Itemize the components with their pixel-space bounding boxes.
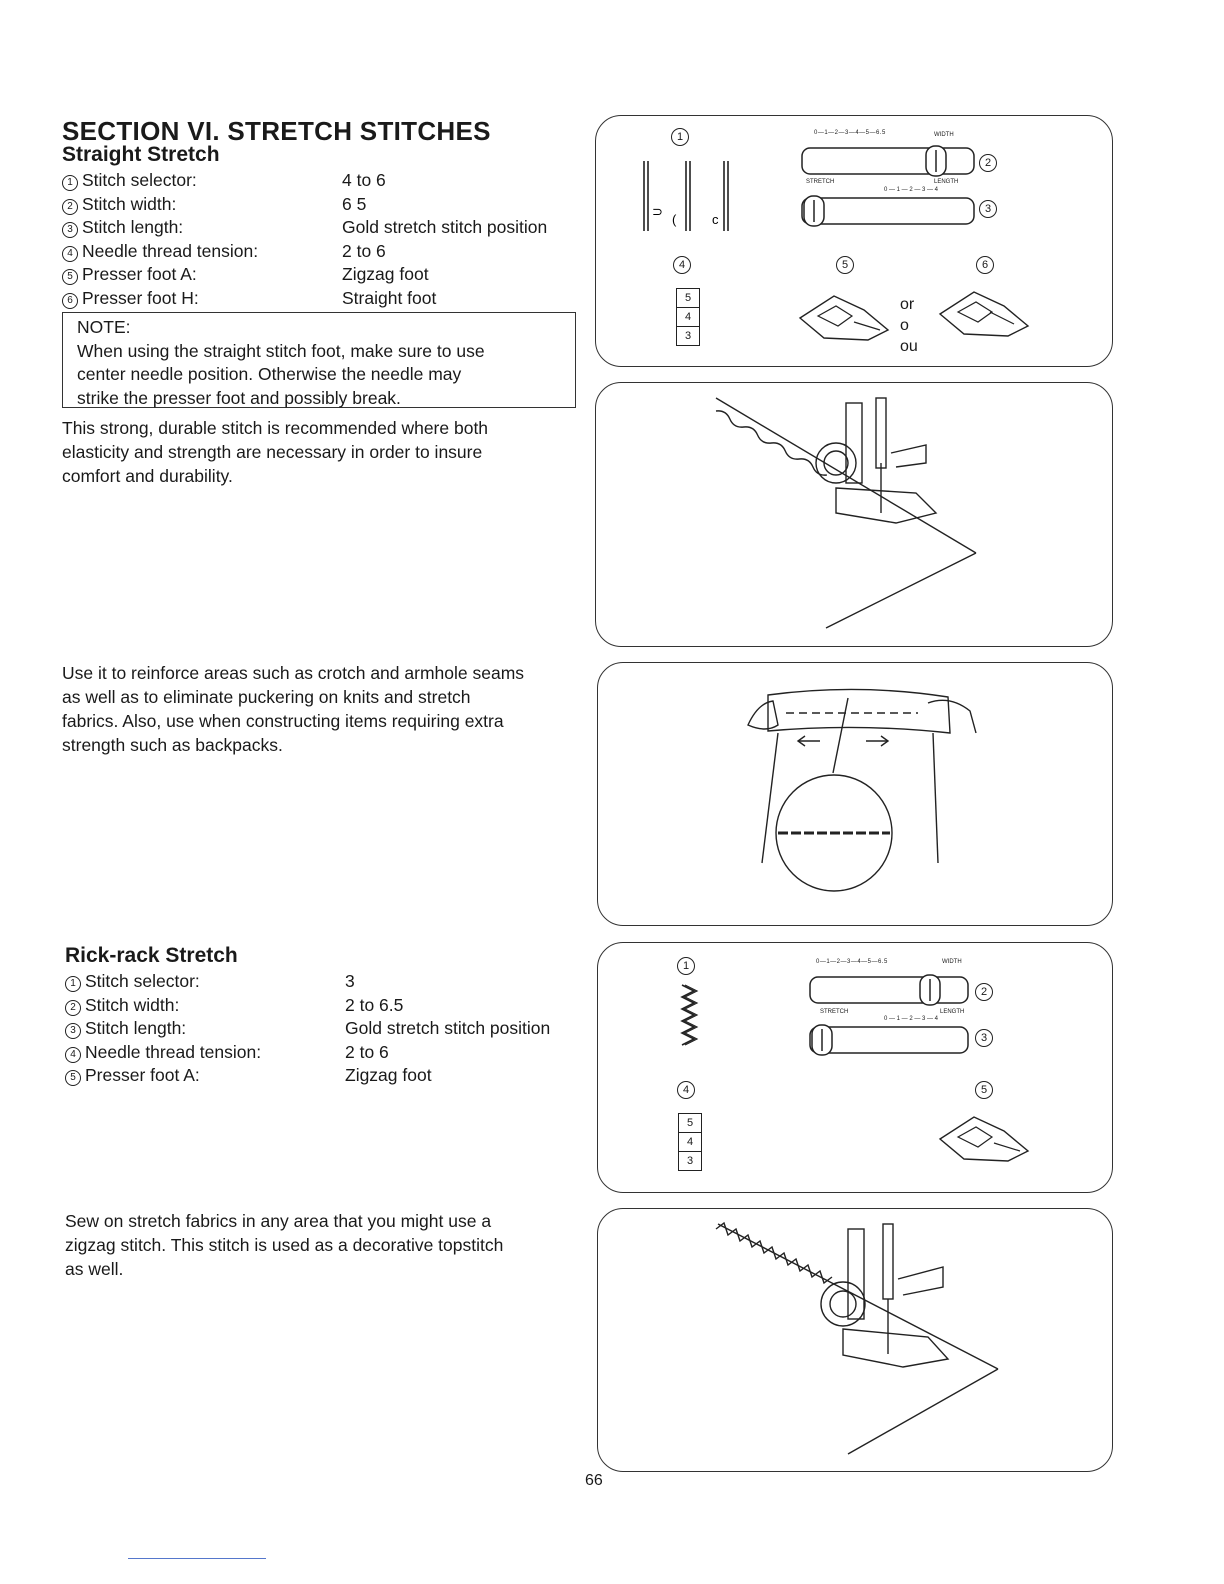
setting-row: 5 Presser foot A: Zigzag foot — [65, 1064, 550, 1088]
callout-1: 1 — [677, 957, 695, 975]
length-label: LENGTH — [934, 179, 959, 185]
rickrack-sewing-illustration — [597, 1208, 1113, 1472]
straight-sewing-illustration — [595, 382, 1113, 647]
tension-dial: 5 4 3 — [678, 1113, 702, 1171]
callout-6: 6 — [976, 256, 994, 274]
sewing-machine-foot-drawing — [598, 1209, 1110, 1469]
straight-settings-list — [62, 169, 547, 311]
callout-5: 5 — [975, 1081, 993, 1099]
svg-text:c: c — [712, 212, 719, 227]
straight-usage: Use it to reinforce areas such as crotch and armhole seams as well as to eliminate puckering on knits and stretch fabrics. Also, use when constructing items requiring extra strength such as backpacks. — [62, 663, 525, 755]
callout-3: 3 — [975, 1029, 993, 1047]
zigzag-foot-icon — [794, 288, 894, 348]
width-dial — [808, 973, 988, 1007]
length-dial — [800, 192, 980, 228]
callout-2: 2 — [979, 154, 997, 172]
straight-settings-diagram — [595, 115, 1113, 367]
length-scale: 0 — 1 — 2 — 3 — 4 — [884, 1016, 939, 1022]
callout-2: 2 — [975, 983, 993, 1001]
setting-row: 4 Needle thread tension: 2 to 6 — [62, 240, 547, 264]
or-labels: or o ou — [900, 296, 918, 355]
callout-4: 4 — [677, 1081, 695, 1099]
rickrack-pattern-icon — [676, 981, 700, 1051]
note-title: NOTE: — [77, 317, 131, 337]
page-number: 66 — [585, 1472, 603, 1489]
fabric-hands-drawing — [598, 663, 1110, 923]
callout-4: 4 — [673, 256, 691, 274]
tension-dial: 5 4 3 — [676, 288, 700, 346]
section-title: SECTION VI. STRETCH STITCHES — [62, 116, 491, 146]
callout-1: 1 — [671, 128, 689, 146]
setting-row: 4 Needle thread tension: 2 to 6 — [65, 1041, 550, 1065]
rickrack-heading: Rick-rack Stretch — [65, 944, 238, 967]
straight-description: This strong, durable stitch is recommended where both elasticity and strength are necessary in order to insure comfort and durability. — [62, 418, 489, 486]
width-label: WIDTH — [942, 959, 962, 965]
setting-row: 3 Stitch length: Gold stretch stitch position — [62, 216, 547, 240]
stretch-label: STRETCH — [806, 179, 835, 185]
zigzag-foot-icon — [934, 1109, 1034, 1169]
rickrack-description: Sew on stretch fabrics in any area that you might use a zigzag stitch. This stitch is used as a decorative topstitch as well. — [65, 1211, 504, 1279]
callout-5: 5 — [836, 256, 854, 274]
setting-row: 2 Stitch width: 2 to 6.5 — [65, 994, 550, 1018]
length-scale: 0 — 1 — 2 — 3 — 4 — [884, 187, 939, 193]
footer-rule — [128, 1558, 266, 1559]
straight-foot-icon — [934, 284, 1034, 344]
setting-row: 1 Stitch selector: 3 — [65, 970, 550, 994]
note-box — [62, 312, 576, 408]
svg-text:⊃: ⊃ — [652, 204, 663, 219]
fabric-stretch-illustration — [597, 662, 1113, 926]
length-label: LENGTH — [940, 1009, 965, 1015]
width-scale: 0—1—2—3—4—5—6.5 — [816, 959, 888, 965]
setting-row: 2 Stitch width: 6 5 — [62, 193, 547, 217]
sewing-machine-foot-drawing — [596, 383, 1110, 644]
width-scale: 0—1—2—3—4—5—6.5 — [814, 130, 886, 136]
setting-row: 6 Presser foot H: Straight foot — [62, 287, 547, 311]
width-label: WIDTH — [934, 132, 954, 138]
setting-row: 5 Presser foot A: Zigzag foot — [62, 263, 547, 287]
svg-text:(: ( — [672, 212, 677, 227]
rickrack-settings-list — [65, 970, 550, 1088]
rickrack-settings-diagram — [597, 942, 1113, 1193]
width-dial — [800, 144, 980, 178]
stretch-label: STRETCH — [820, 1009, 849, 1015]
setting-row: 1 Stitch selector: 4 to 6 — [62, 169, 547, 193]
length-dial — [808, 1021, 988, 1057]
note-line: strike the presser foot and possibly break. — [77, 387, 401, 408]
straight-stretch-heading: Straight Stretch — [62, 143, 220, 166]
note-line: When using the straight stitch foot, make sure to use — [77, 340, 485, 361]
stitch-pattern-icon — [626, 156, 756, 236]
callout-3: 3 — [979, 200, 997, 218]
note-line: center needle position. Otherwise the needle may — [77, 364, 462, 384]
setting-row: 3 Stitch length: Gold stretch stitch position — [65, 1017, 550, 1041]
